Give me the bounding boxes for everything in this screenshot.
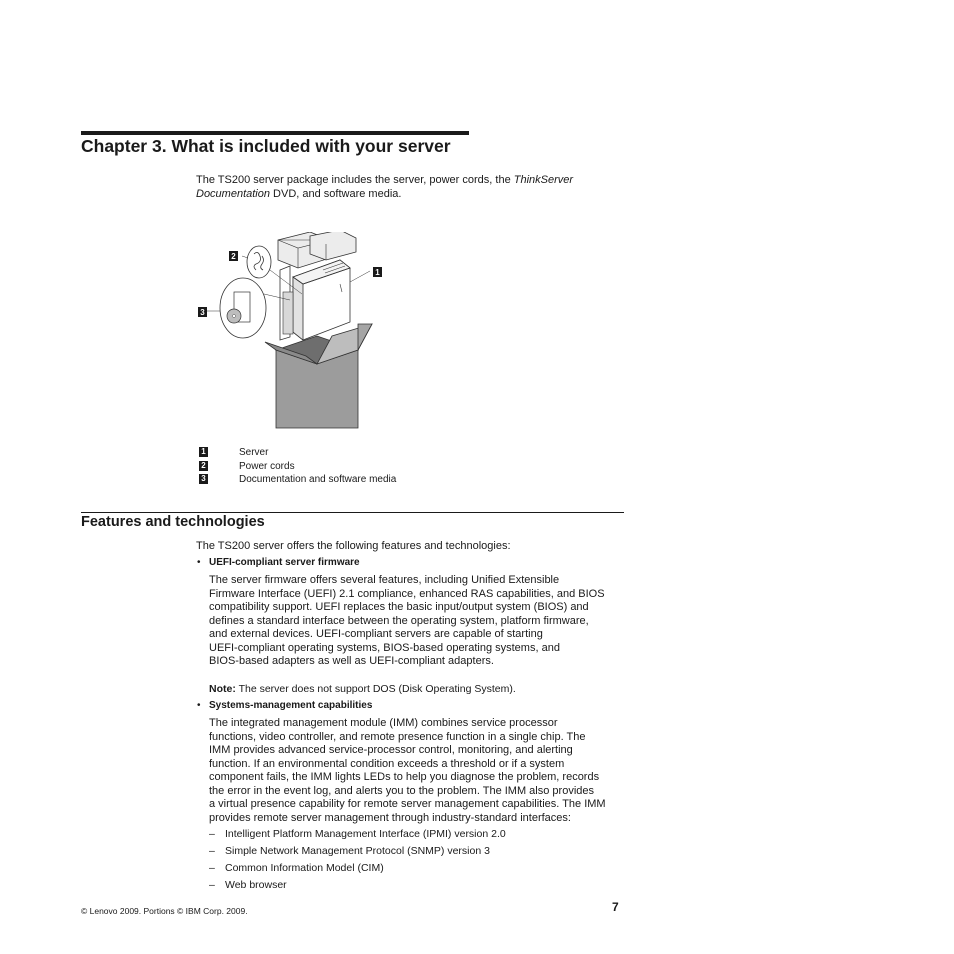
chapter-rule	[81, 131, 469, 135]
interface-label: Simple Network Management Protocol (SNMP) version 3	[225, 845, 490, 857]
paragraph-line: functions, video controller, and remote presence function in a single chip. The	[209, 730, 586, 743]
bullet-heading: UEFI-compliant server firmware	[209, 557, 360, 568]
dash-marker: –	[209, 862, 215, 874]
bullet-marker: •	[197, 557, 201, 568]
interface-label: Common Information Model (CIM)	[225, 862, 384, 874]
page-number: 7	[612, 900, 619, 914]
section-rule	[81, 512, 624, 513]
paragraph-line: The server firmware offers several features, including Unified Extensible	[209, 574, 560, 586]
bullet-systems-management	[197, 700, 372, 711]
legend-number: 1	[199, 447, 208, 457]
legend-number: 3	[199, 474, 208, 484]
bullet-uefi	[197, 557, 360, 568]
paragraph-line: BIOS-based adapters as well as UEFI-compliant adapters.	[209, 655, 494, 667]
callout-marker-1	[373, 267, 382, 277]
legend-label: Documentation and software media	[239, 474, 397, 485]
server-package-illustration	[190, 232, 390, 432]
footer-copyright: © Lenovo 2009. Portions © IBM Corp. 2009.	[81, 906, 248, 916]
bullet-marker: •	[197, 700, 201, 711]
interface-item-web-browser	[209, 879, 287, 891]
dash-marker: –	[209, 879, 215, 891]
paragraph-line: and external devices. UEFI-compliant servers are capable of starting	[209, 628, 543, 640]
paragraph-line: a virtual presence capability for remote server management capabilities. The IMM	[209, 798, 606, 810]
dash-marker: –	[209, 845, 215, 857]
systems-management-paragraph	[209, 717, 629, 825]
bullet-heading: Systems-management capabilities	[209, 700, 373, 711]
interface-item-cim	[209, 862, 384, 874]
note	[209, 683, 516, 695]
legend-number: 2	[199, 461, 208, 471]
interface-label: Intelligent Platform Management Interface (IPMI) version 2.0	[225, 828, 506, 840]
paragraph-line: the error in the event log, and alerts you to the problem. The IMM also provides	[209, 784, 594, 797]
interface-item-ipmi	[209, 828, 506, 840]
callout-number-3: 3	[200, 308, 205, 317]
note-label: Note:	[209, 683, 236, 695]
section-title: Features and technologies	[81, 514, 265, 530]
paragraph-line: UEFI-compliant operating systems, BIOS-based operating systems, and	[209, 641, 560, 654]
callout-number-2: 2	[231, 252, 236, 261]
paragraph-line: component fails, the IMM lights LEDs to help you diagnose the problem, records	[209, 771, 600, 783]
legend-label: Server	[239, 447, 269, 458]
legend-label: Power cords	[239, 460, 295, 472]
paragraph-line: provides remote server management through industry-standard interfaces:	[209, 811, 571, 824]
paragraph-line: compatibility support. UEFI replaces the basic input/output system (BIOS) and	[209, 601, 589, 613]
intro-text-after: DVD, and software media.	[270, 187, 402, 200]
callout-marker-3	[198, 307, 207, 317]
intro-paragraph	[196, 174, 616, 201]
paragraph-line: Firmware Interface (UEFI) 2.1 compliance, enhanced RAS capabilities, and BIOS	[209, 587, 605, 600]
paragraph-line: function. If an environmental condition exceeds a threshold or if a system	[209, 757, 565, 770]
paragraph-line: defines a standard interface between the operating system, platform firmware,	[209, 614, 589, 627]
intro-text-before: The TS200 server package includes the server, power cords, the	[196, 174, 514, 186]
note-text: The server does not support DOS (Disk Operating System).	[238, 683, 516, 695]
interface-label: Web browser	[225, 879, 287, 891]
interface-item-snmp	[209, 845, 490, 857]
paragraph-line: IMM provides advanced service-processor control, monitoring, and alerting	[209, 744, 573, 756]
callout-marker-2	[229, 251, 238, 261]
dash-marker: –	[209, 828, 215, 840]
paragraph-line: The integrated management module (IMM) combines service processor	[209, 717, 558, 729]
chapter-title: Chapter 3. What is included with your server	[81, 136, 451, 156]
features-intro: The TS200 server offers the following features and technologies:	[196, 540, 511, 552]
intro-italic-title: ThinkServer Documentation	[196, 174, 574, 200]
uefi-paragraph	[209, 574, 629, 669]
callout-number-1: 1	[375, 268, 380, 277]
